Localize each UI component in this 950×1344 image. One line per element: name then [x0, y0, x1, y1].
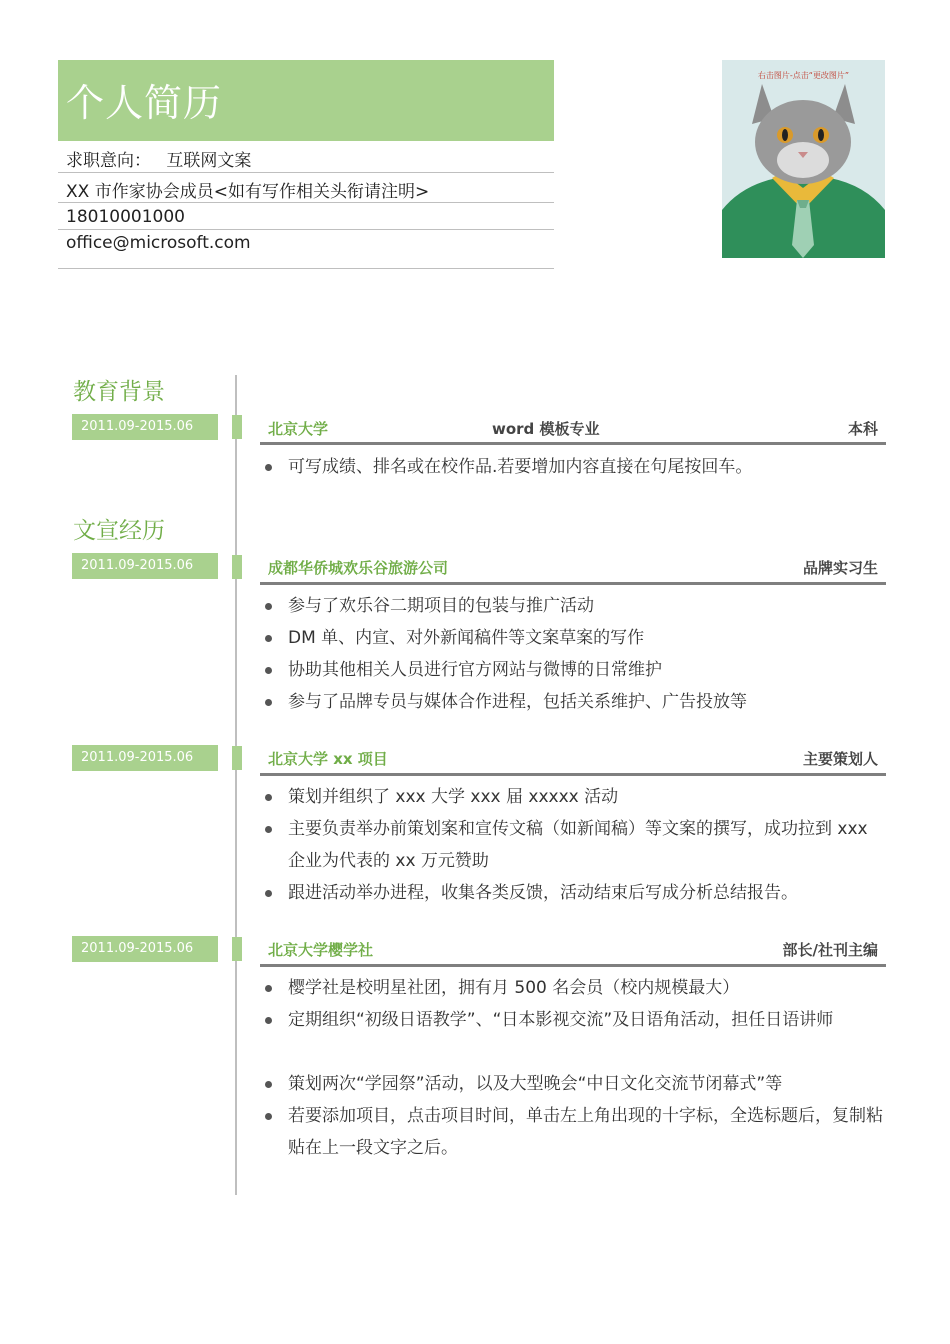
list-item: 跟进活动举办进程，收集各类反馈，活动结束后写成分析总结报告。 [262, 877, 886, 909]
list-item: 樱学社是校明星社团，拥有月 500 名会员（校内规模最大） [262, 972, 886, 1004]
timeline-marker [232, 555, 242, 579]
entry-rule [260, 442, 886, 445]
entry-role: 主要策划人 [802, 750, 878, 768]
divider [58, 202, 554, 203]
phone: 18010001000 [66, 207, 185, 227]
timeline-marker [232, 937, 242, 961]
divider [58, 268, 554, 269]
list-item: 策划并组织了 xxx 大学 xxx 届 xxxxx 活动 [262, 781, 886, 813]
entry-date: 2011.09-2015.06 [72, 745, 218, 771]
entry-role: 部长/社刊主编 [782, 941, 878, 959]
list-item: 协助其他相关人员进行官方网站与微博的日常维护 [262, 654, 886, 686]
section-title-experience: 文宣经历 [73, 518, 165, 544]
entry-org: 成都华侨城欢乐谷旅游公司 [268, 559, 449, 577]
entry-date: 2011.09-2015.06 [72, 936, 218, 962]
objective-value: 互联网文案 [166, 151, 252, 171]
cat-portrait-image [722, 60, 885, 258]
objective-row [66, 146, 251, 171]
list-item: 可写成绩、排名或在校作品.若要增加内容直接在句尾按回车。 [262, 451, 886, 483]
list-item: 定期组织“初级日语教学”、“日本影视交流”及日语角活动，担任日语讲师 [262, 1004, 886, 1036]
entry-role: 品牌实习生 [802, 559, 878, 577]
entry-date: 2011.09-2015.06 [72, 414, 218, 440]
entry-org: 北京大学 [268, 420, 329, 438]
list-item: DM 单、内宣、对外新闻稿件等文案草案的写作 [262, 622, 886, 654]
entry-date: 2011.09-2015.06 [72, 553, 218, 579]
entry-rule [260, 582, 886, 585]
email: office@microsoft.com [66, 233, 251, 253]
entry-rule [260, 773, 886, 776]
page-title: 个人简历 [66, 81, 223, 125]
membership: XX 市作家协会成员<如有写作相关头衔请注明> [66, 182, 430, 202]
list-item: 参与了品牌专员与媒体合作进程，包括关系维护、广告投放等 [262, 686, 886, 718]
divider [58, 172, 554, 173]
entry-major: word 模板专业 [492, 420, 600, 438]
list-item: 参与了欢乐谷二期项目的包装与推广活动 [262, 590, 886, 622]
section-title-education: 教育背景 [73, 379, 165, 405]
photo-caption: 右击图片-点击“更改图片” [757, 71, 850, 80]
divider [58, 229, 554, 230]
entry-rule [260, 964, 886, 967]
timeline-line [235, 375, 237, 1195]
timeline-marker [232, 746, 242, 770]
list-item: 策划两次“学园祭”活动，以及大型晚会“中日文化交流节闭幕式”等 [262, 1068, 886, 1100]
entry-org: 北京大学 xx 项目 [268, 750, 388, 768]
list-item: 若要添加项目，点击项目时间，单击左上角出现的十字标，全选标题后，复制粘贴在上一段文字之后。 [262, 1100, 886, 1164]
objective-label: 求职意向： [66, 151, 151, 171]
entry-org: 北京大学樱学社 [268, 941, 374, 959]
profile-photo[interactable] [722, 60, 885, 258]
list-item: 主要负责举办前策划案和宣传文稿（如新闻稿）等文案的撰写，成功拉到 xxx 企业为代表的 xx 万元赞助 [262, 813, 886, 877]
entry-role: 本科 [847, 420, 878, 438]
timeline-marker [232, 415, 242, 439]
